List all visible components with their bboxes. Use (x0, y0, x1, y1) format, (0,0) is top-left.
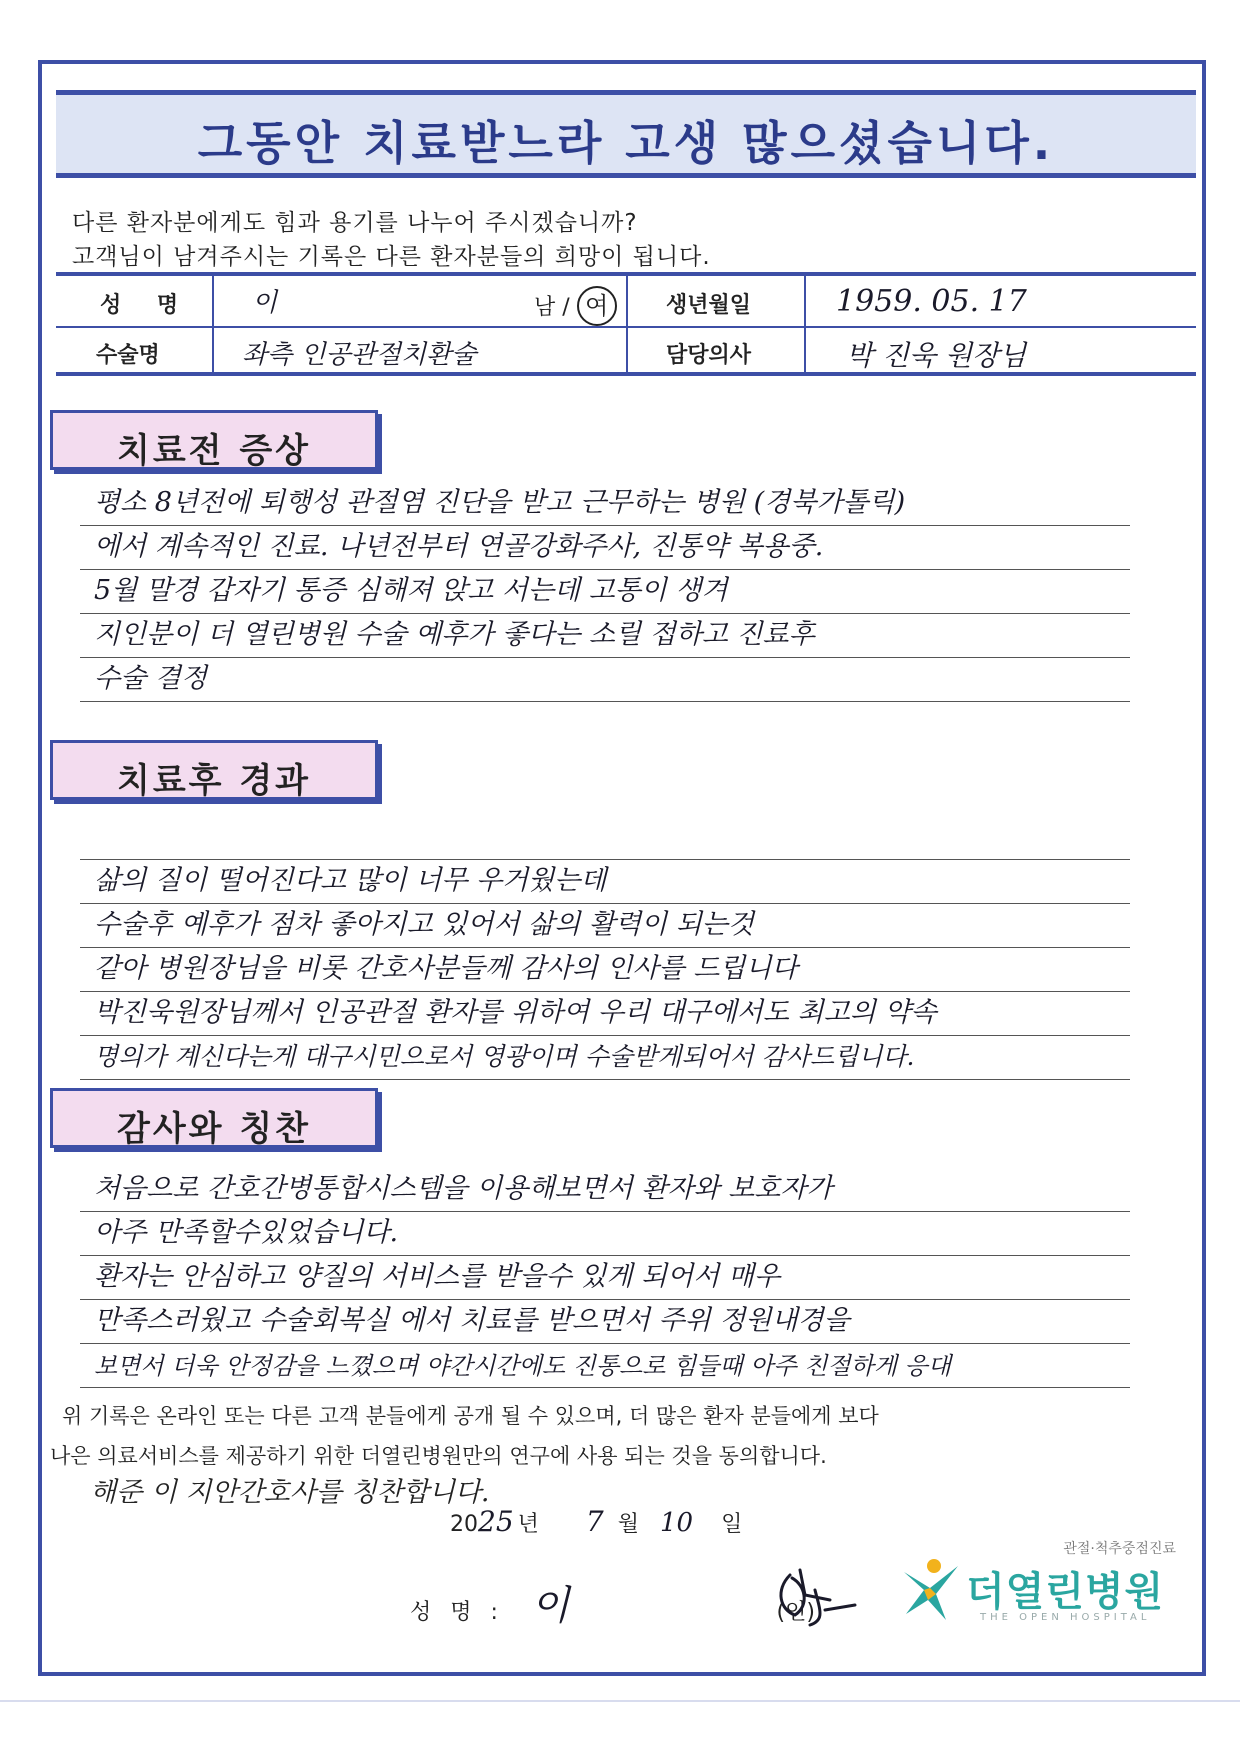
thanks-line-2[interactable]: 아주 만족할수있었습니다. (80, 1212, 1130, 1256)
intro-line-1: 다른 환자분에게도 힘과 용기를 나누어 주시겠습니까? (72, 210, 638, 236)
consent-line-2: 나은 의료서비스를 제공하기 위한 더열린병원만의 연구에 사용 되는 것을 동의합니다. (50, 1444, 827, 1468)
before-line-4[interactable]: 지인분이 더 열린병원 수술 예후가 좋다는 소릴 접하고 진료후 (80, 614, 1130, 658)
after-line-1[interactable] (80, 816, 1130, 860)
date-year-unit: 년 (517, 1512, 539, 1537)
before-line-1[interactable]: 평소 8년전에 퇴행성 관절염 진단을 받고 근무하는 병원 (경북가톨릭) (80, 482, 1130, 526)
before-line-5[interactable]: 수술 결정 (80, 658, 1130, 702)
date-prefix: 20 (450, 1512, 478, 1537)
date-row (450, 1505, 742, 1538)
after-line-5[interactable]: 박진욱원장님께서 인공관절 환자를 위하여 우리 대구에서도 최고의 약속 (80, 992, 1130, 1036)
page-bottom-edge (0, 1700, 1240, 1710)
name-value[interactable]: 이 (252, 288, 278, 318)
surgery-label: 수술명 (96, 343, 160, 368)
patient-info-table (56, 272, 1196, 376)
birth-value[interactable]: 1959. 05. 17 (836, 284, 1027, 319)
hospital-logo (896, 1538, 1196, 1628)
after-line-2[interactable]: 삶의 질이 떨어진다고 많이 너무 우거웠는데 (80, 860, 1130, 904)
logo-tagline: 관절·척추중점진료 (1063, 1541, 1176, 1557)
date-month[interactable]: 7 (585, 1505, 604, 1538)
doctor-value[interactable]: 박 진욱 원장님 (846, 339, 1027, 372)
section-thanks-title: 감사와 칭찬 (116, 1109, 312, 1149)
title-band (56, 90, 1196, 178)
signature-row (410, 1574, 815, 1631)
doctor-label: 담당의사 (666, 343, 752, 368)
consent-line-1: 위 기록은 온라인 또는 다른 고객 분들에게 공개 될 수 있으며, 더 많은 환자 분들에게 보다 (62, 1404, 879, 1428)
section-thanks-header (50, 1088, 378, 1148)
seal-label: (인) (776, 1600, 815, 1625)
consent-handwritten-note[interactable]: 해준 이 지안간호사를 칭찬합니다. (90, 1477, 490, 1508)
name-label: 성 명 (100, 293, 193, 318)
logo-name: 더열린병원 (966, 1569, 1165, 1615)
section-after-header (50, 740, 378, 800)
logo-english: THE OPEN HOSPITAL (980, 1612, 1151, 1623)
gender-selector[interactable] (534, 286, 617, 326)
section-after-title: 치료후 경과 (116, 761, 312, 801)
section-before-title: 치료전 증상 (116, 431, 312, 471)
page-title: 그동안 치료받느라 고생 많으셨습니다. (197, 116, 1055, 170)
signature-name[interactable]: 이 (530, 1583, 570, 1629)
date-year[interactable]: 25 (478, 1505, 514, 1538)
signature-label: 성 명 : (410, 1600, 504, 1625)
thanks-line-5[interactable]: 보면서 더욱 안정감을 느꼈으며 야간시간에도 진통으로 힘들때 아주 친절하게 응대 (80, 1344, 1130, 1388)
date-day-unit: 일 (721, 1512, 743, 1537)
handwritten-signature[interactable] (770, 1560, 860, 1630)
thanks-line-1[interactable]: 처음으로 간호간병통합시스템을 이용해보면서 환자와 보호자가 (80, 1168, 1130, 1212)
date-month-unit: 월 (617, 1512, 639, 1537)
gender-female-circled: 여 (577, 286, 617, 326)
logo-figure-icon (896, 1554, 966, 1624)
intro-line-2: 고객님이 남겨주시는 기록은 다른 환자분들의 희망이 됩니다. (72, 244, 711, 270)
birth-label: 생년월일 (666, 293, 752, 318)
surgery-value[interactable]: 좌측 인공관절치환술 (242, 340, 477, 370)
gender-male: 남 / (534, 295, 570, 320)
thanks-line-3[interactable]: 환자는 안심하고 양질의 서비스를 받을수 있게 되어서 매우 (80, 1256, 1130, 1300)
date-day[interactable]: 10 (660, 1508, 694, 1538)
after-line-3[interactable]: 수술후 예후가 점차 좋아지고 있어서 삶의 활력이 되는것 (80, 904, 1130, 948)
section-before-header (50, 410, 378, 470)
after-line-4[interactable]: 같아 병원장님을 비롯 간호사분들께 감사의 인사를 드립니다 (80, 948, 1130, 992)
thanks-line-4[interactable]: 만족스러웠고 수술회복실 에서 치료를 받으면서 주위 정원내경을 (80, 1300, 1130, 1344)
after-line-6[interactable]: 명의가 계신다는게 대구시민으로서 영광이며 수술받게되어서 감사드립니다. (80, 1036, 1130, 1080)
before-line-3[interactable]: 5월 말경 갑자기 통증 심해져 앉고 서는데 고통이 생겨 (80, 570, 1130, 614)
before-line-2[interactable]: 에서 계속적인 진료. 나년전부터 연골강화주사, 진통약 복용중. (80, 526, 1130, 570)
